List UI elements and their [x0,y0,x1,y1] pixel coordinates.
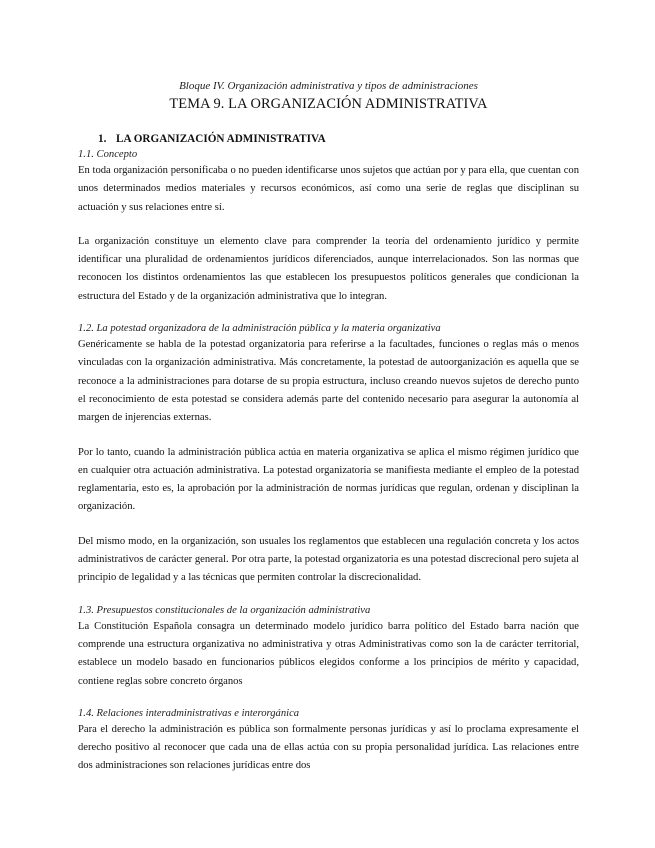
paragraph: Por lo tanto, cuando la administración pública actúa en materia organizativa se aplica el mismo régimen jurídico que en cualquier otra actuación administrativa. La potestad organizatoria se manifiesta mediante el empleo de la potestad reglamentaria, esto es, la aprobación por la administración de normas jurídicas que regulan, ordenan y disciplinan la organización. [78,446,579,513]
paragraph: La Constitución Española consagra un determinado modelo jurídico barra político del Estado barra nación que comprende una estructura organizativa no administrativa y otras Administrativas como son la de carácter territorial, establece un modelo basado en funcionarios públicos elegidos conforme a los principios de mérito y capacidad, contiene reglas sobre concreto órganos [78,620,579,687]
paragraph: Genéricamente se habla de la potestad organizatoria para referirse a la facultades, funciones o reglas más o menos vinculadas con la organización administrativa. Más concretamente, la potestad de autoorganización es aquella que se reconoce a la administraciones para dotarse de su propia estructura, incluso creando nuevos sujetos de derecho punto el reconocimiento de esta potestad se considera además parte del contenido necesario para asegurar la autonomía al margen de injerencias externas. [78,339,579,424]
paragraph: En toda organización personificaba o no pueden identificarse unos sujetos que actúan por y para ella, que cuentan con unos determinados medios materiales y recursos económicos, así como una serie de reglas que disciplinan su actuación y sus relaciones entre sí. [78,165,579,213]
subsection-title-potestad: 1.2. La potestad organizadora de la administración pública y la materia organizativa [78,323,441,335]
subsection-title-presupuestos: 1.3. Presupuestos constitucionales de la organización administrativa [78,604,371,616]
paragraph: Para el derecho la administración es pública son formalmente personas jurídicas y así lo proclama expresamente el derecho positivo al reconocer que cada una de ellas actúa con su propia personalidad jurídica. Las relaciones entre dos administraciones son relaciones jurídicas entre dos [78,723,579,772]
section-number: 1. [98,133,107,145]
section-heading [98,132,579,147]
section-title: LA ORGANIZACIÓN ADMINISTRATIVA [116,133,326,145]
paragraph: Del mismo modo, en la organización, son usuales los reglamentos que establecen una regulación concreta y los actos administrativos de carácter general. Por otra parte, la potestad organizatoria es una potestad discrecional pero sujeta al principio de legalidad y a las técnicas que permiten controlar la discrecionalidad. [78,535,579,584]
subsection-title-relaciones: 1.4. Relaciones interadministrativas e interorgánica [78,707,300,719]
subsection-title-concepto: 1.1. Concepto [78,149,138,160]
page-title: TEMA 9. LA ORGANIZACIÓN ADMINISTRATIVA [169,96,488,112]
page-content [78,79,579,776]
block-title: Bloque IV. Organización administrativa y tipos de administraciones [179,80,478,92]
paragraph: La organización constituye un elemento clave para comprender la teoría del ordenamiento jurídico y permite identificar una pluralidad de ordenamientos jurídicos diferenciados, aunque interrelacionados. Son las normas que reconocen los distintos ordenamientos las que establecen los presupuestos políticos generales que condicionan la estructura del Estado y de la organización administrativa que lo integran. [78,235,579,302]
